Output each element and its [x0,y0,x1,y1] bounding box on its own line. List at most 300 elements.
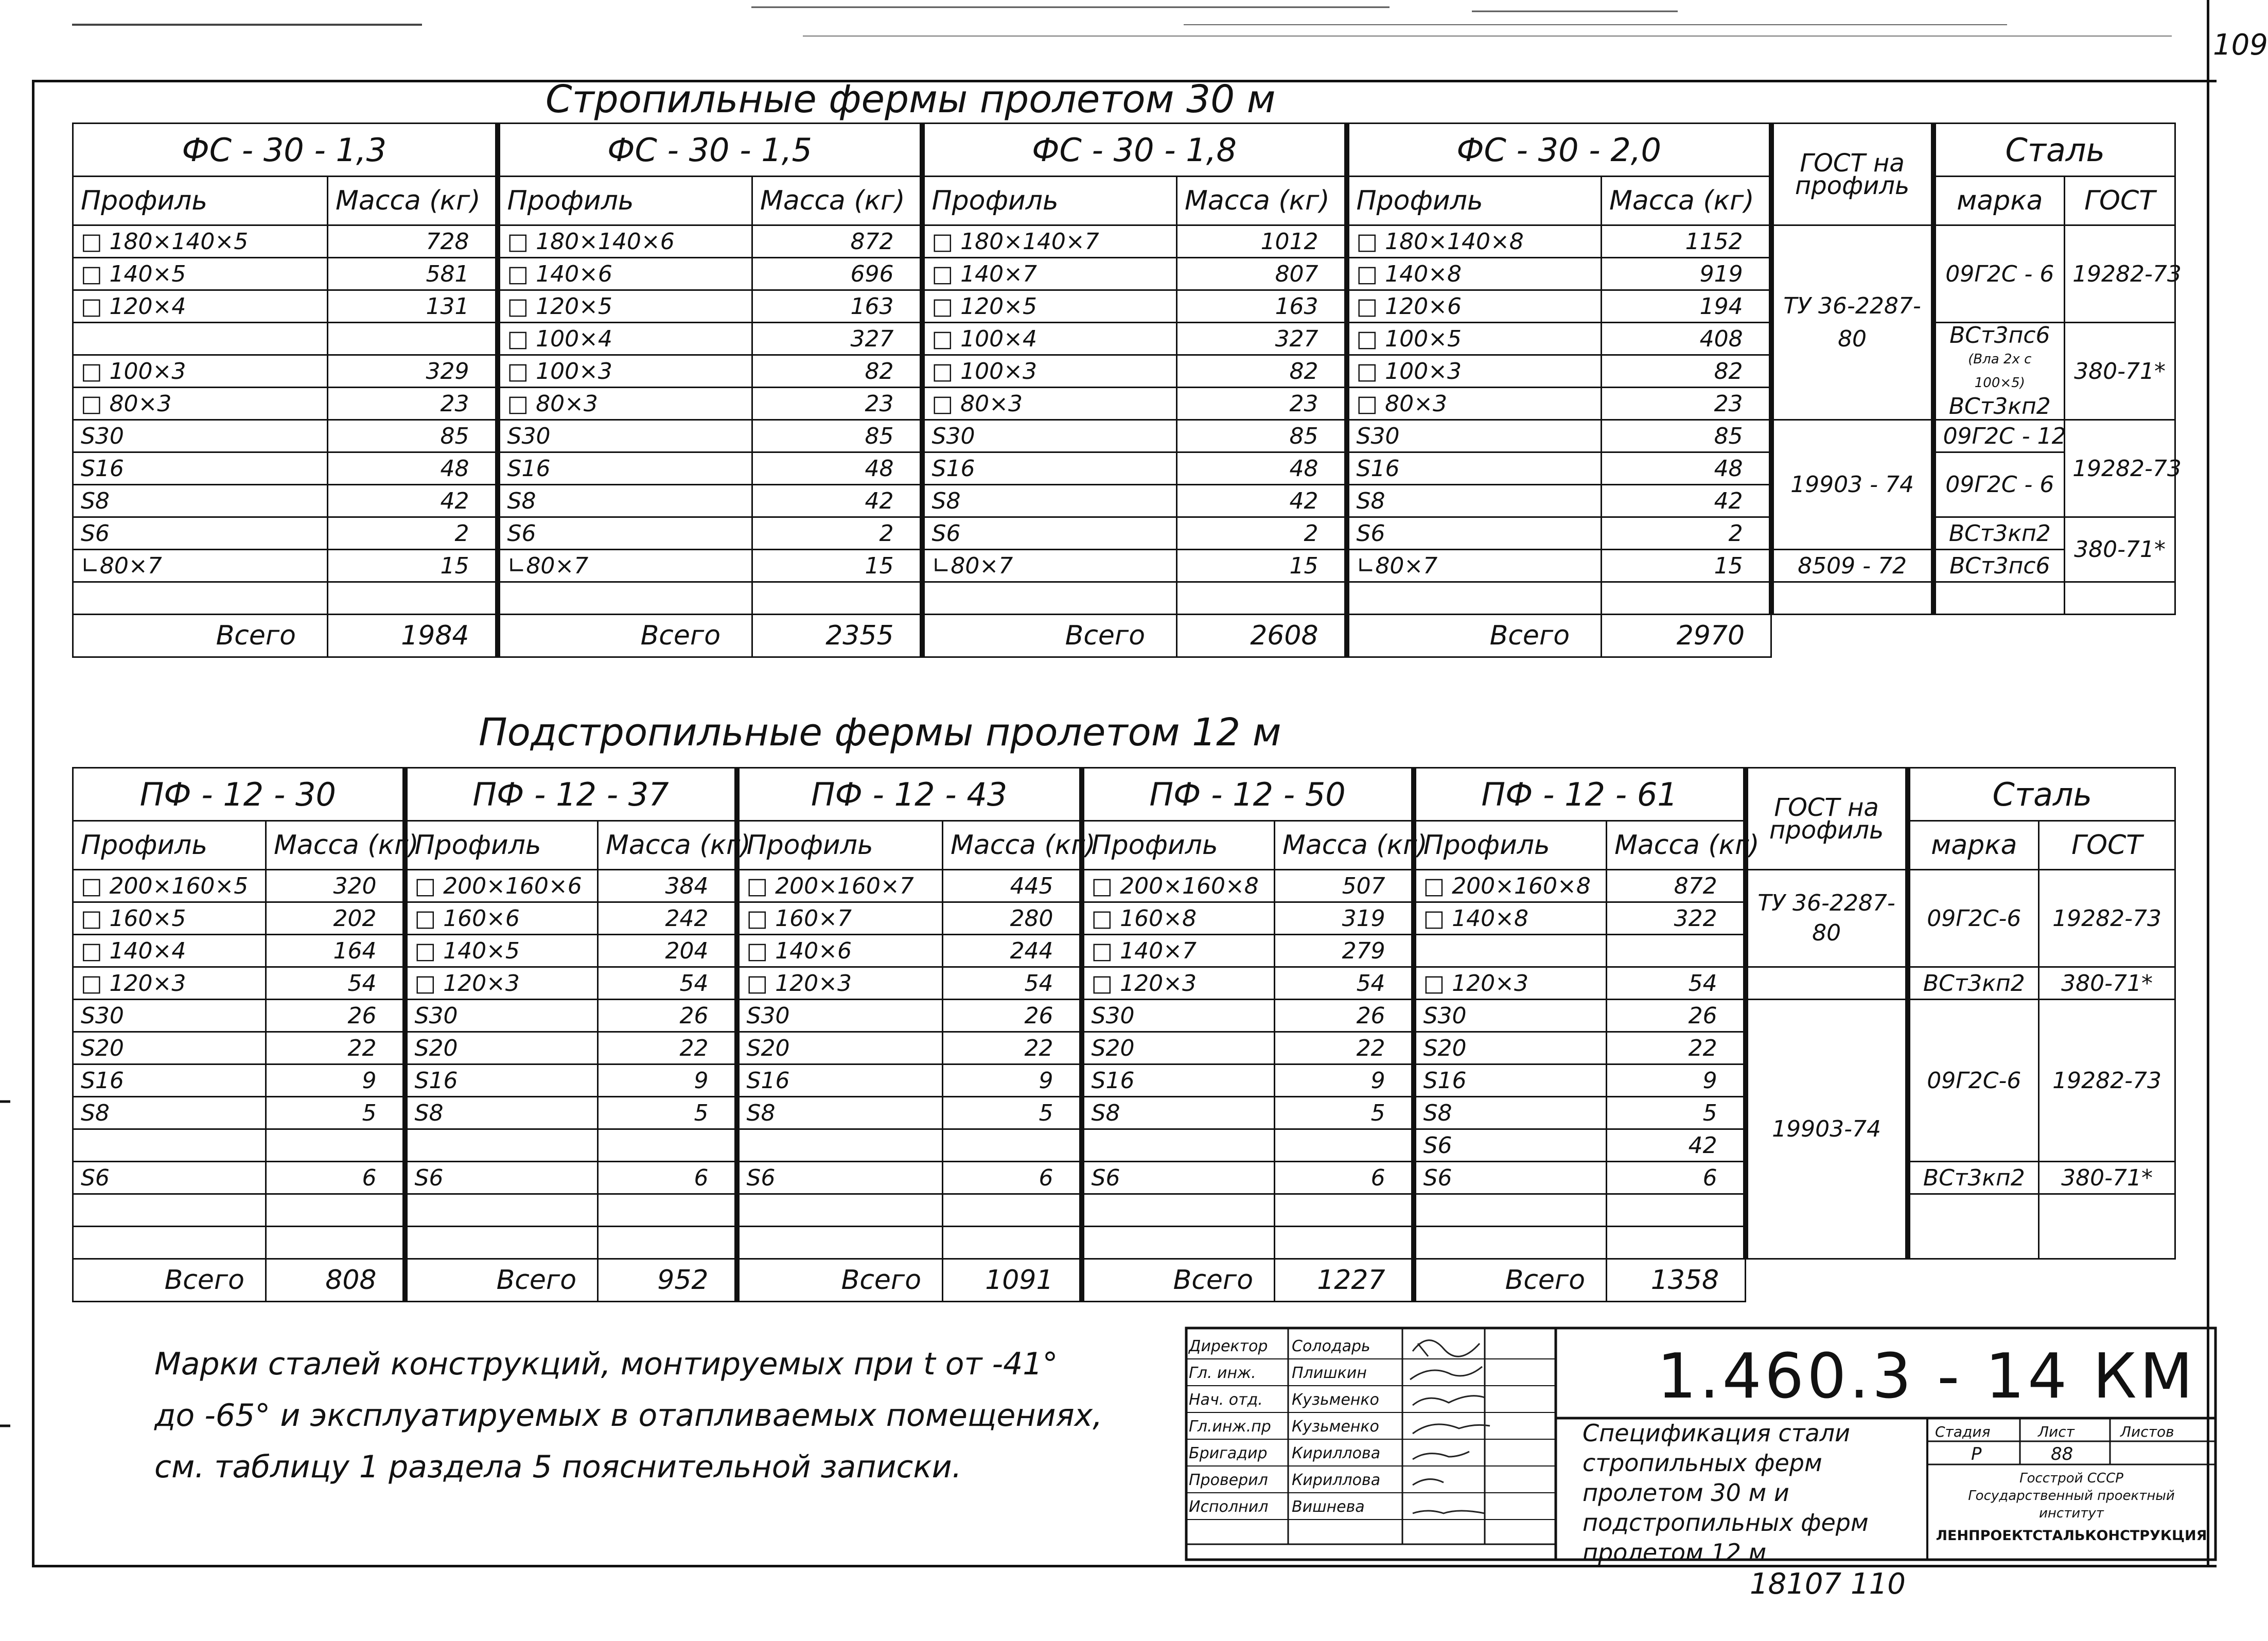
profile-cell: □ 120×3 [737,967,943,1000]
profile-cell: □ 120×3 [1414,967,1607,1000]
profile-cell [405,1227,598,1259]
profile-cell [1082,1129,1275,1162]
profile-cell: □ 160×7 [737,902,943,935]
mass-cell: 48 [752,452,922,485]
profile-cell: S20 [73,1032,266,1064]
section1-title: Стропильные фермы пролетом 30 м [546,77,1276,121]
mass-cell: 26 [1607,1000,1746,1032]
steel-gost-cell: 380-71* [2065,323,2175,420]
profile-cell: □ 140×7 [1082,935,1275,967]
mass-cell: 26 [598,1000,737,1032]
steel-mark-cell: 09Г2С-6 [1908,870,2039,967]
name: Вишнева [1292,1498,1365,1516]
profile-cell: □ 80×3 [922,388,1177,420]
org-line: институт [2039,1506,2104,1521]
org-line: Госстрой СССР [2019,1471,2123,1486]
profile-cell: □ 200×160×5 [73,870,266,902]
mass-cell: 9 [598,1064,737,1097]
profile-cell: □ 200×160×6 [405,870,598,902]
mass-cell: 6 [598,1162,737,1194]
profile-cell: S16 [73,452,328,485]
mass-cell: 42 [1607,1129,1746,1162]
profile-cell: S30 [1414,1000,1607,1032]
profile-cell: ∟80×7 [73,550,328,582]
mass-cell: 42 [328,485,498,517]
profile-cell: □ 160×6 [405,902,598,935]
profile-cell: S6 [1414,1162,1607,1194]
mass-cell: 280 [943,902,1082,935]
profile-cell: □ 120×5 [922,290,1177,323]
mass-cell: 279 [1275,935,1414,967]
total-label: Всего [1347,615,1602,657]
mass-cell: 807 [1177,258,1347,290]
profile-cell: □ 100×3 [498,355,752,388]
mass-cell: 42 [1177,485,1347,517]
mass-cell: 23 [1177,388,1347,420]
mass-cell: 507 [1275,870,1414,902]
profile-cell: S8 [73,485,328,517]
col-mass: Масса (кг) [1607,821,1746,870]
mass-cell: 9 [1607,1064,1746,1097]
profile-cell: S20 [1414,1032,1607,1064]
mass-cell: 22 [1607,1032,1746,1064]
mass-cell [943,1227,1082,1259]
steel-gost-cell: 380-71* [2065,517,2175,582]
mass-cell: 15 [328,550,498,582]
profile-cell: □ 100×5 [1347,323,1602,355]
profile-cell: □ 140×6 [737,935,943,967]
profile-cell [73,323,328,355]
mass-cell: 204 [598,935,737,967]
profile-cell: S6 [922,517,1177,550]
mass-cell: 85 [328,420,498,452]
steel-mark-line: ВСт3пс6 [1949,322,2050,348]
total-value: 1227 [1275,1259,1414,1302]
profile-cell [405,1129,598,1162]
mass-cell: 54 [598,967,737,1000]
steel-mark-cell: 09Г2С - 6 [1933,452,2065,517]
gost-cell [1746,967,1908,1000]
mass-cell: 9 [266,1064,405,1097]
org-line: Государственный проектный [1968,1488,2175,1504]
profile-cell: S6 [1414,1129,1607,1162]
mass-cell [266,1129,405,1162]
profile-cell: □ 180×140×7 [922,225,1177,258]
profile-cell: □ 180×140×8 [1347,225,1602,258]
role: Исполнил [1189,1498,1269,1516]
mass-cell: 131 [328,290,498,323]
title-line: пролетом 12 м [1583,1539,1767,1566]
role: Проверил [1189,1471,1268,1489]
mass-cell [1607,1194,1746,1227]
mass-cell: 319 [1275,902,1414,935]
mass-cell: 23 [328,388,498,420]
mass-cell [1602,582,1771,615]
profile-cell: S8 [405,1097,598,1129]
profile-cell: □ 140×5 [405,935,598,967]
mass-cell: 26 [266,1000,405,1032]
mass-cell: 5 [1607,1097,1746,1129]
mass-cell: 5 [598,1097,737,1129]
steel-mark-line: ВСт3кп2 [1948,393,2051,420]
steel-mark-cell: ВСт3кп2 [1933,517,2065,550]
mass-cell [1607,1227,1746,1259]
mass-cell: 22 [943,1032,1082,1064]
mass-cell: 327 [1177,323,1347,355]
mass-cell: 919 [1602,258,1771,290]
group-header: ФС - 30 - 1,5 [498,124,922,177]
profile-cell [498,582,752,615]
steel-gost-cell: 19282-73 [2065,225,2175,323]
steel-header: Сталь [1933,124,2175,177]
mass-cell: 15 [1602,550,1771,582]
name: Плишкин [1292,1364,1367,1382]
gost-cell: ТУ 36-2287-80 [1746,870,1908,967]
profile-cell: □ 120×3 [405,967,598,1000]
profile-cell: □ 140×4 [73,935,266,967]
profile-cell [1082,1227,1275,1259]
steel-gost-cell [2065,582,2175,615]
profile-cell: ∟80×7 [1347,550,1602,582]
profile-cell: S16 [737,1064,943,1097]
profile-cell: □ 120×6 [1347,290,1602,323]
mass-cell: 15 [1177,550,1347,582]
mass-cell [1177,582,1347,615]
profile-cell [73,1227,266,1259]
org-line: ЛЕНПРОЕКТСТАЛЬКОНСТРУКЦИЯ [1936,1528,2207,1544]
mass-cell: 82 [1602,355,1771,388]
gost-cell: 8509 - 72 [1771,550,1933,582]
profile-cell: □ 100×4 [498,323,752,355]
total-value: 1358 [1607,1259,1746,1302]
profile-cell: S30 [73,1000,266,1032]
profile-cell: S30 [737,1000,943,1032]
section2-title: Подстропильные фермы пролетом 12 м [479,710,1281,755]
profile-cell: □ 200×160×8 [1414,870,1607,902]
steel-mark-cell: 09Г2С - 6 [1933,225,2065,323]
role: Гл.инж.пр [1189,1418,1271,1436]
mass-cell [1275,1194,1414,1227]
mass-cell: 2 [1177,517,1347,550]
mass-cell: 329 [328,355,498,388]
col-profile: Профиль [1414,821,1607,870]
profile-cell: S20 [405,1032,598,1064]
mass-cell: 408 [1602,323,1771,355]
drawing-code: 1.460.3 - 14 КМ [1657,1341,2196,1412]
steel-mark-cell [1933,323,2065,420]
mass-cell: 6 [1275,1162,1414,1194]
profile-cell: S16 [1414,1064,1607,1097]
sheets-label: Листов [2120,1423,2174,1440]
mass-cell: 48 [1177,452,1347,485]
profile-cell: S30 [1082,1000,1275,1032]
mass-cell: 42 [1602,485,1771,517]
profile-cell: S30 [922,420,1177,452]
col-profile: Профиль [405,821,598,870]
profile-cell: □ 140×8 [1347,258,1602,290]
gost-cell [1771,582,1933,615]
col-mass: Масса (кг) [752,177,922,225]
profile-cell: S30 [405,1000,598,1032]
profile-cell: S16 [1082,1064,1275,1097]
profile-cell: ∟80×7 [498,550,752,582]
profile-cell: S8 [922,485,1177,517]
total-value: 2355 [752,615,922,657]
mass-cell: 6 [1607,1162,1746,1194]
total-label: Всего [1414,1259,1607,1302]
mass-cell [598,1227,737,1259]
profile-cell: S16 [73,1064,266,1097]
steel-mark-cell: ВСт3пс6 [1933,550,2065,582]
profile-cell: S8 [1414,1097,1607,1129]
role: Бригадир [1189,1444,1268,1462]
mass-cell: 22 [598,1032,737,1064]
steel-gost-cell: 19282-73 [2039,870,2175,967]
profile-cell: S16 [498,452,752,485]
profile-cell: □ 120×3 [73,967,266,1000]
mass-cell: 5 [1275,1097,1414,1129]
steel-gost-cell: 380-71* [2039,1162,2175,1194]
mass-cell: 48 [1602,452,1771,485]
footnote-line: до -65° и эксплуатируемых в отапливаемых помещениях, [154,1398,1103,1434]
steel-mark-cell: 09Г2С - 12 [1933,420,2065,452]
mass-cell: 384 [598,870,737,902]
group-header: ФС - 30 - 1,8 [922,124,1347,177]
profile-cell: □ 120×4 [73,290,328,323]
role: Гл. инж. [1189,1364,1256,1382]
profile-cell [922,582,1177,615]
title-line: стропильных ферм [1583,1449,1822,1477]
gost-cell: ТУ 36-2287-80 [1771,225,1933,420]
gost-cell: 19903-74 [1746,1000,1908,1259]
profile-cell: □ 100×3 [73,355,328,388]
profile-cell: S6 [73,517,328,550]
profile-cell: □ 120×3 [1082,967,1275,1000]
col-mass: Масса (кг) [1177,177,1347,225]
mass-cell [328,323,498,355]
mass-cell: 26 [943,1000,1082,1032]
profile-cell [405,1194,598,1227]
mass-cell: 85 [752,420,922,452]
mass-cell: 42 [752,485,922,517]
profile-cell: □ 100×3 [1347,355,1602,388]
profile-cell: □ 120×5 [498,290,752,323]
total-value: 1984 [328,615,498,657]
footnote [154,1338,1102,1493]
profile-cell: S6 [737,1162,943,1194]
profile-cell: □ 80×3 [498,388,752,420]
total-value: 808 [266,1259,405,1302]
steel-header: Сталь [1908,768,2175,821]
mass-cell: 23 [752,388,922,420]
steel-mark-cell [1908,1194,2039,1259]
steel-gost-cell: 19282-73 [2065,420,2175,517]
sheet-value: 88 [2051,1444,2073,1464]
gost-header: ГОСТ на профиль [1771,124,1933,225]
col-profile: Профиль [498,177,752,225]
profile-cell [73,1129,266,1162]
gost-header: ГОСТ на профиль [1746,768,1908,870]
role: Директор [1189,1337,1268,1355]
mass-cell [943,1194,1082,1227]
profile-cell: S6 [1347,517,1602,550]
profile-cell: S30 [73,420,328,452]
col-mass: Масса (кг) [598,821,737,870]
footnote-line: Марки сталей конструкций, монтируемых при t от -41° [154,1346,1058,1382]
total-label: Всего [73,615,328,657]
profile-cell: □ 140×7 [922,258,1177,290]
mass-cell: 23 [1602,388,1771,420]
mass-cell: 327 [752,323,922,355]
mass-cell: 6 [266,1162,405,1194]
profile-cell: □ 200×160×7 [737,870,943,902]
rafter-trusses-table [72,123,2182,658]
profile-cell: □ 160×8 [1082,902,1275,935]
col-mass: Масса (кг) [266,821,405,870]
col-steel-mark: марка [1908,821,2039,870]
steel-gost-cell: 19282-73 [2039,1000,2175,1162]
total-label: Всего [73,1259,266,1302]
name: Кириллова [1292,1471,1381,1489]
total-value: 1091 [943,1259,1082,1302]
mass-cell: 163 [752,290,922,323]
col-steel-gost: ГОСТ [2065,177,2175,225]
mass-cell: 5 [943,1097,1082,1129]
col-mass: Масса (кг) [1275,821,1414,870]
mass-cell: 2 [1602,517,1771,550]
mass-cell: 194 [1602,290,1771,323]
sheet-number: 109 [2213,28,2268,62]
mass-cell: 696 [752,258,922,290]
profile-cell: S16 [405,1064,598,1097]
mass-cell: 85 [1602,420,1771,452]
profile-cell: □ 100×4 [922,323,1177,355]
title-line: Спецификация стали [1583,1419,1850,1447]
mass-cell: 872 [1607,870,1746,902]
mass-cell [266,1194,405,1227]
col-mass: Масса (кг) [943,821,1082,870]
stamp-names [1292,1333,1380,1521]
profile-cell [1347,582,1602,615]
profile-cell: S30 [498,420,752,452]
stage-value: Р [1971,1444,1982,1464]
mass-cell: 164 [266,935,405,967]
name: Кузьменко [1292,1391,1379,1409]
col-profile: Профиль [1347,177,1602,225]
profile-cell [73,582,328,615]
mass-cell: 2 [752,517,922,550]
steel-gost-cell: 380-71* [2039,967,2175,1000]
mass-cell: 6 [943,1162,1082,1194]
mass-cell: 1012 [1177,225,1347,258]
profile-cell [1414,1227,1607,1259]
profile-cell: □ 160×5 [73,902,266,935]
profile-cell: S8 [1082,1097,1275,1129]
group-header: ПФ - 12 - 50 [1082,768,1414,821]
col-profile: Профиль [73,821,266,870]
mass-cell: 48 [328,452,498,485]
steel-gost-cell [2039,1194,2175,1259]
signatures [1410,1340,1490,1513]
mass-cell: 26 [1275,1000,1414,1032]
name: Кузьменко [1292,1418,1379,1436]
mass-cell: 1152 [1602,225,1771,258]
total-value: 2608 [1177,615,1347,657]
profile-cell: □ 140×5 [73,258,328,290]
footnote-line: см. таблицу 1 раздела 5 пояснительной записки. [154,1449,962,1485]
mass-cell: 5 [266,1097,405,1129]
drawing-title [1583,1418,1869,1567]
group-header: ПФ - 12 - 30 [73,768,405,821]
stage-label: Стадия [1935,1423,1991,1440]
profile-cell: S6 [1082,1162,1275,1194]
steel-mark-cell: ВСт3кп2 [1908,967,2039,1000]
steel-mark-cell: 09Г2С-6 [1908,1000,2039,1162]
profile-cell: S20 [1082,1032,1275,1064]
profile-cell: □ 180×140×5 [73,225,328,258]
mass-cell: 445 [943,870,1082,902]
col-profile: Профиль [737,821,943,870]
sheet-label: Лист [2038,1423,2074,1440]
total-value: 952 [598,1259,737,1302]
mass-cell: 202 [266,902,405,935]
profile-cell [1414,935,1607,967]
profile-cell: S8 [73,1097,266,1129]
total-label: Всего [1082,1259,1275,1302]
profile-cell [1082,1194,1275,1227]
archive-number: 18107 110 [1750,1567,1906,1601]
mass-cell [266,1227,405,1259]
mass-cell: 15 [752,550,922,582]
mass-cell: 54 [266,967,405,1000]
role: Нач. отд. [1189,1391,1263,1409]
mass-cell: 322 [1607,902,1746,935]
col-profile: Профиль [922,177,1177,225]
profile-cell: S6 [73,1162,266,1194]
mass-cell [1607,935,1746,967]
profile-cell: □ 200×160×8 [1082,870,1275,902]
mass-cell: 872 [752,225,922,258]
total-label: Всего [405,1259,598,1302]
mass-cell: 82 [1177,355,1347,388]
profile-cell [737,1227,943,1259]
name: Кириллова [1292,1444,1381,1462]
steel-mark-cell [1933,582,2065,615]
gost-cell: 19903 - 74 [1771,420,1933,550]
total-label: Всего [922,615,1177,657]
profile-cell: □ 140×8 [1414,902,1607,935]
stamp-roles [1189,1333,1271,1521]
title-line: пролетом 30 м и [1583,1479,1789,1507]
profile-cell: □ 180×140×6 [498,225,752,258]
mass-cell: 85 [1177,420,1347,452]
col-steel-mark: марка [1933,177,2065,225]
mass-cell: 728 [328,225,498,258]
mass-cell [598,1129,737,1162]
organization [1935,1470,2208,1545]
profile-cell: S30 [1347,420,1602,452]
mass-cell: 54 [1607,967,1746,1000]
mass-cell: 163 [1177,290,1347,323]
col-profile: Профиль [73,177,328,225]
col-profile: Профиль [1082,821,1275,870]
mass-cell [1275,1129,1414,1162]
mass-cell: 54 [943,967,1082,1000]
mass-cell: 9 [1275,1064,1414,1097]
profile-cell: S20 [737,1032,943,1064]
steel-mark-cell: ВСт3кп2 [1908,1162,2039,1194]
group-header: ФС - 30 - 1,3 [73,124,498,177]
